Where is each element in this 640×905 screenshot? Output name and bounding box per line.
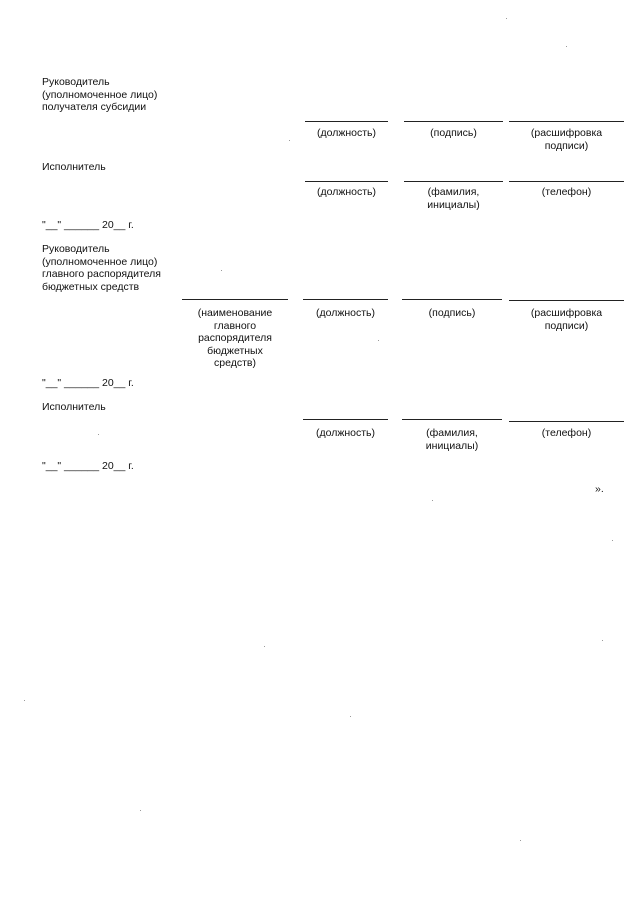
scan-speck	[264, 646, 265, 647]
decoding-caption: (расшифровка подписи)	[530, 127, 603, 152]
block2-title: Исполнитель	[42, 161, 106, 173]
scan-speck	[602, 640, 603, 641]
phone-caption: (телефон)	[541, 186, 592, 198]
org-line	[182, 299, 288, 300]
block4-title: Исполнитель	[42, 401, 106, 413]
phone-line	[509, 181, 624, 182]
scan-speck	[98, 434, 99, 435]
signature-caption: (подпись)	[430, 127, 477, 139]
phone-line	[509, 421, 624, 422]
position-caption: (должность)	[315, 427, 376, 439]
phone-caption: (телефон)	[541, 427, 592, 439]
scan-speck	[612, 540, 613, 541]
scan-speck	[221, 270, 222, 271]
block3-title: Руководитель (уполномоченное лицо) главного распорядителя бюджетных средств	[42, 243, 161, 293]
date-line: "__" ______ 20__ г.	[42, 377, 134, 389]
scan-speck	[350, 716, 351, 717]
org-caption: (наименование главного распорядителя бюджетных средств)	[197, 307, 273, 369]
name-caption: (фамилия, инициалы)	[427, 186, 480, 211]
scan-speck	[520, 840, 521, 841]
closing-quote: ».	[595, 483, 604, 495]
name-line	[404, 181, 503, 182]
position-caption: (должность)	[316, 127, 377, 139]
signature-caption: (подпись)	[428, 307, 476, 319]
date-line: "__" ______ 20__ г.	[42, 460, 134, 472]
position-caption: (должность)	[316, 186, 377, 198]
signature-line	[402, 299, 502, 300]
block1-title: Руководитель (уполномоченное лицо) получателя субсидии	[42, 76, 158, 113]
date-line: "__" ______ 20__ г.	[42, 219, 134, 231]
name-line	[402, 419, 502, 420]
decoding-line	[509, 121, 624, 122]
name-caption: (фамилия, инициалы)	[425, 427, 479, 452]
position-line	[305, 181, 388, 182]
scan-speck	[432, 500, 433, 501]
position-line	[305, 121, 388, 122]
scan-speck	[566, 46, 567, 47]
decoding-caption: (расшифровка подписи)	[530, 307, 603, 332]
scan-speck	[506, 18, 507, 19]
signature-line	[404, 121, 503, 122]
scan-speck	[140, 810, 141, 811]
decoding-line	[509, 300, 624, 301]
position-line	[303, 419, 388, 420]
position-caption: (должность)	[315, 307, 376, 319]
scan-speck	[378, 340, 379, 341]
position-line	[303, 299, 388, 300]
scan-speck	[289, 140, 290, 141]
scan-speck	[24, 700, 25, 701]
